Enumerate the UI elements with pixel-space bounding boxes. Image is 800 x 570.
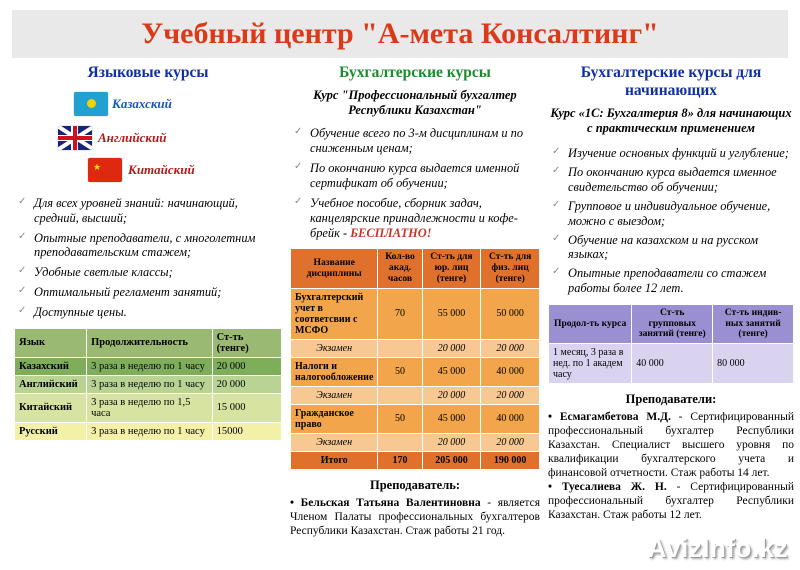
languages-bullets — [14, 196, 282, 320]
flag-label-english: Английский — [98, 129, 167, 145]
flag-label-chinese: Китайский — [128, 161, 195, 177]
cell-price-legal: 45 000 — [422, 357, 481, 386]
cell-price: 20 000 — [212, 357, 281, 375]
table-header-row — [549, 305, 794, 344]
beginners-title: Бухгалтерские курсы для начинающих — [580, 64, 762, 99]
flag-uk-icon — [58, 126, 92, 150]
page-title: Учебный центр "А-мета Консалтинг" — [141, 17, 659, 50]
teacher-entry — [548, 480, 794, 522]
cell-price-legal: 55 000 — [422, 288, 481, 339]
accounting-title: Бухгалтерские курсы — [339, 64, 491, 81]
table-row — [15, 357, 282, 375]
col-header-price-individual: Ст-ть для физ. лиц (тенге) — [481, 249, 540, 288]
accounting-teachers-heading: Преподаватель: — [369, 477, 461, 492]
list-item: ✓ Обучение на казахском и на русском языках; — [548, 233, 794, 263]
cell-price-individual: 20 000 — [481, 339, 540, 357]
flag-label-kazakh: Казахский — [112, 95, 172, 111]
cell-hours: 70 — [378, 288, 422, 339]
list-item: ✓ Опытные преподаватели, с многолетним преподавательским стажем; — [14, 231, 282, 261]
cell-discipline: Экзамен — [291, 339, 378, 357]
list-item: ✓ Обучение всего по 3-м дисциплинам и по сниженным ценам; — [290, 126, 540, 156]
list-item: ✓ Опытные преподаватели со стажем работы более 12 лет. — [548, 266, 794, 296]
cell-duration: 3 раза в неделю по 1,5 часа — [87, 393, 212, 422]
teacher-entry — [548, 410, 794, 480]
col-header-individual-price: Ст-ть индив-ных занятий (тенге) — [713, 305, 794, 344]
list-item: ✓ По окончанию курса выдается именной сертификат об обучении; — [290, 161, 540, 191]
accounting-subtitle: Курс "Профессиональный бухгалтер Республики Казахстан" — [313, 87, 517, 118]
col-header-price: Ст-ть (тенге) — [212, 328, 281, 357]
cell-duration: 3 раза в неделю по 1 часу — [87, 357, 212, 375]
watermark: AvizInfo.kz — [647, 533, 788, 563]
cell-price: 15 000 — [212, 393, 281, 422]
column-beginners — [548, 64, 794, 522]
table-row — [291, 288, 540, 339]
col-header-language: Язык — [15, 328, 87, 357]
beginners-subtitle: Курс «1С: Бухгалтерия 8» для начинающих с практическим применением — [550, 105, 792, 135]
list-item: ✓ Доступные цены. — [14, 305, 282, 320]
list-item-text: Учебное пособие, сборник задач, канцелярские принадлежности и кофе-брейк - БЕСПЛАТНО! — [310, 195, 518, 240]
page-header — [12, 10, 788, 58]
teacher-entry — [290, 496, 540, 538]
table-row — [291, 433, 540, 451]
cell-duration: 3 раза в неделю по 1 часу — [87, 375, 212, 393]
cell-group-price: 40 000 — [632, 344, 713, 384]
table-row — [15, 375, 282, 393]
teacher-description: - является Членом Палаты профессиональных бухгалтеров Республики Казахстан. Стаж работы 21 год. — [290, 496, 540, 537]
col-header-duration: Продолжительность — [87, 328, 212, 357]
cell-price: 15000 — [212, 422, 281, 440]
list-item: ✓ Изучение основных функций и углубление; — [548, 146, 794, 161]
col-header-price-legal: Ст-ть для юр. лиц (тенге) — [422, 249, 481, 288]
list-item: ✓ По окончанию курса выдается именное свидетельство об обучении; — [548, 165, 794, 195]
list-item: ✓ Для всех уровней знаний: начинающий, средний, высший; — [14, 196, 282, 226]
cell-price-individual: 20 000 — [481, 433, 540, 451]
cell-total-hours: 170 — [378, 451, 422, 469]
cell-duration: 3 раза в неделю по 1 часу — [87, 422, 212, 440]
column-accounting — [290, 64, 540, 538]
teacher-name: • Бельская Татьяна Валентиновна — [290, 496, 481, 509]
list-item — [290, 196, 540, 241]
cell-price-legal: 20 000 — [422, 386, 481, 404]
table-row — [15, 393, 282, 422]
table-row — [549, 344, 794, 384]
cell-discipline: Налоги и налогообложение — [291, 357, 378, 386]
cell-total-legal: 205 000 — [422, 451, 481, 469]
table-row-total — [291, 451, 540, 469]
table-row — [15, 422, 282, 440]
cell-language: Китайский — [15, 393, 87, 422]
teacher-name: • Есмагамбетова М.Д. — [548, 411, 671, 424]
cell-hours: 50 — [378, 404, 422, 433]
col-header-hours: Кол-во акад. часов — [378, 249, 422, 288]
table-row — [291, 404, 540, 433]
teacher-name: • Туесалиева Ж. Н. — [548, 481, 667, 494]
flag-china-icon: ★ — [88, 158, 122, 182]
table-row — [291, 386, 540, 404]
cell-hours: 50 — [378, 357, 422, 386]
languages-title: Языковые курсы — [87, 64, 209, 81]
list-item: ✓ Оптимальный регламент занятий; — [14, 285, 282, 300]
cell-discipline: Экзамен — [291, 386, 378, 404]
accounting-price-table — [290, 248, 540, 469]
cell-language: Русский — [15, 422, 87, 440]
cell-total-individual: 190 000 — [481, 451, 540, 469]
cell-individual-price: 80 000 — [713, 344, 794, 384]
column-languages — [14, 64, 282, 441]
cell-discipline: Гражданское право — [291, 404, 378, 433]
cell-price-individual: 40 000 — [481, 404, 540, 433]
flags-group — [14, 88, 282, 196]
flag-kazakhstan-icon — [74, 92, 108, 116]
cell-price: 20 000 — [212, 375, 281, 393]
table-row — [291, 357, 540, 386]
table-header-row — [291, 249, 540, 288]
cell-language: Казахский — [15, 357, 87, 375]
cell-price-legal: 20 000 — [422, 433, 481, 451]
col-header-discipline: Название дисциплины — [291, 249, 378, 288]
cell-duration: 1 месяц, 3 раза в нед. по 1 академ часу — [549, 344, 632, 384]
teacher-description: - Сертифицированный профессиональный бухгалтер Республики Казахстан. Стаж работы 12 лет. — [548, 481, 794, 522]
free-note: БЕСПЛАТНО! — [350, 225, 432, 240]
beginners-price-table — [548, 304, 794, 384]
cell-price-individual: 50 000 — [481, 288, 540, 339]
cell-language: Английский — [15, 375, 87, 393]
cell-price-individual: 40 000 — [481, 357, 540, 386]
list-item: ✓ Удобные светлые классы; — [14, 265, 282, 280]
col-header-group-price: Ст-ть групповых занятий (тенге) — [632, 305, 713, 344]
cell-price-individual: 20 000 — [481, 386, 540, 404]
table-row — [291, 339, 540, 357]
cell-hours — [378, 339, 422, 357]
cell-discipline: Бухгалтерский учет в соответсвии с МСФО — [291, 288, 378, 339]
cell-price-legal: 20 000 — [422, 339, 481, 357]
col-header-duration: Продол-ть курса — [549, 305, 632, 344]
accounting-bullets — [290, 126, 540, 240]
beginners-bullets — [548, 146, 794, 296]
teacher-description: - Сертифицированный профессиональный бухгалтер Республики Казахстан. Специалист высшего уровня по квалификации бухгалтерского учета и финансовой отчетности. Стаж работы 14 лет. — [548, 411, 794, 480]
cell-discipline: Экзамен — [291, 433, 378, 451]
languages-price-table — [14, 328, 282, 441]
table-header-row — [15, 328, 282, 357]
cell-hours — [378, 433, 422, 451]
beginners-teachers-heading: Преподаватели: — [625, 392, 717, 407]
cell-total-label: Итого — [291, 451, 378, 469]
list-item: ✓ Групповое и индивидуальное обучение, можно с выездом; — [548, 199, 794, 229]
cell-price-legal: 45 000 — [422, 404, 481, 433]
cell-hours — [378, 386, 422, 404]
